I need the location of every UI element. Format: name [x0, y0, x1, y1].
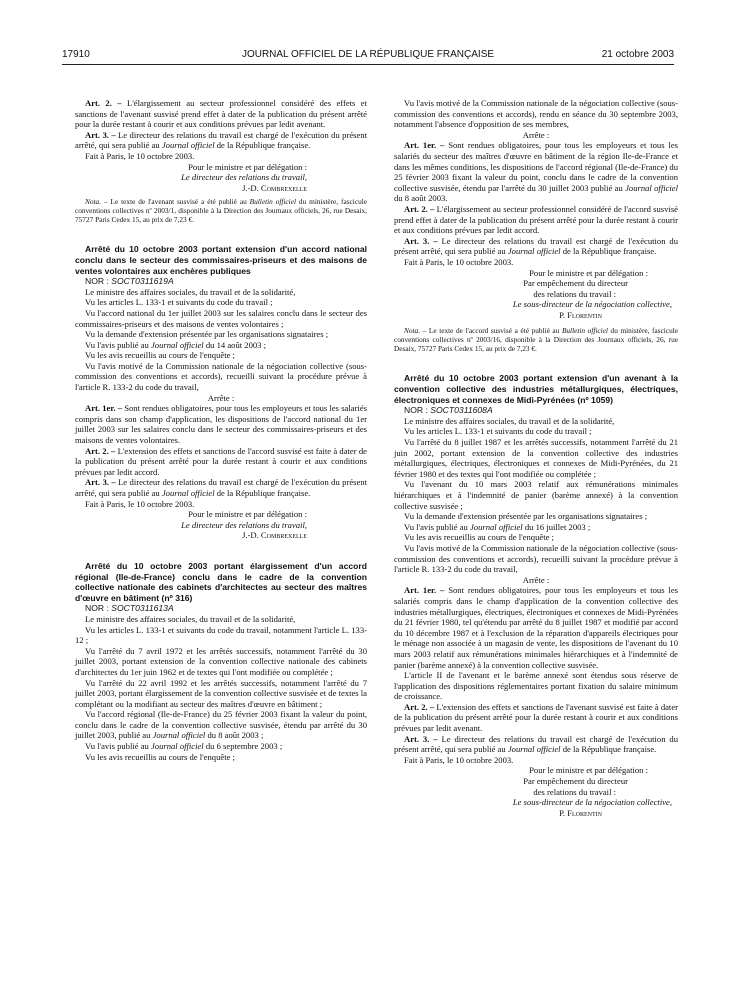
signature-place-date: Fait à Paris, le 10 octobre 2003.	[85, 498, 195, 509]
article-text: Le directeur des relations du travail est chargé de l'exécution du présent arrêté, qui sera publié au	[75, 129, 368, 151]
article-text: Le directeur des relations du travail est chargé de l'exécution du présent arrêté, qui sera publié au	[75, 477, 368, 498]
signature-line: Le directeur des relations du travail,	[181, 519, 307, 530]
page-header	[62, 49, 674, 63]
article-label: Art. 1er. –	[404, 585, 445, 596]
paragraph: L'article II de l'avenant et le barème annexé sont étendus sous réserve de l'application des dispositions réglementaires portant fixation du salaire minimum de croissance.	[394, 670, 678, 702]
signature-line: des relations du travail :	[533, 786, 616, 797]
journal-ref: Journal officiel	[150, 339, 204, 350]
nor-label: NOR :	[404, 405, 431, 416]
paragraph	[394, 204, 678, 236]
article-label: Art. 3. –	[404, 235, 438, 246]
article-text: de la République française.	[560, 744, 657, 755]
text: du 14 août 2003 ;	[203, 339, 267, 350]
paragraph: Le ministre des affaires sociales, du travail et de la solidarité,	[85, 286, 296, 297]
journal-ref: Journal officiel	[507, 744, 561, 755]
journal-ref: Journal officiel	[161, 140, 215, 151]
nota-label: Nota.	[404, 326, 421, 336]
article-label: Art. 2. –	[404, 701, 435, 712]
paragraph: Vu les avis recueillis au cours de l'enquête ;	[85, 350, 235, 361]
signature-line: Le sous-directeur de la négociation collective,	[512, 797, 672, 808]
article-label: Art. 3. –	[404, 733, 438, 744]
arrete-title: Arrêté du 10 octobre 2003 portant extension d'un avenant à la convention collective des industries métallurgiques, électriques, électroniques et connexes de Midi-Pyrénées (nº 1059)	[394, 373, 678, 405]
paragraph	[75, 403, 367, 445]
paragraph	[394, 734, 678, 755]
text: Vu l'avis publié au	[85, 741, 151, 752]
signatory-name: J.-D. Combrexelle	[242, 182, 307, 193]
nota-label: Nota.	[85, 197, 102, 207]
signature-line: des relations du travail :	[533, 288, 616, 299]
arrete-title: Arrêté du 10 octobre 2003 portant élargissement d'un accord régional (Ile-de-France) conclu dans le cadre de la convention collective nationale des cabinets d'architectes au secteur des maîtres d'œuvre en bâtiment (nº 316)	[75, 560, 367, 603]
article-text: L'élargissement au secteur professionnel considéré des effets et sanctions de l'avenant susvisé prend effet à dater de la publication du présent arrêté pour la durée restant à courir et aux conditions prévues par ledit avenant.	[75, 98, 367, 130]
paragraph: Vu la demande d'extension présentée par les organisations signataires ;	[404, 511, 648, 522]
paragraph: Vu les articles L. 133-1 et suivants du code du travail, notamment l'article L. 133-12 ;	[75, 624, 367, 646]
journal-ref: Journal officiel	[150, 741, 204, 752]
article-text: Sont rendues obligatoires, pour tous les employeurs et tous les salariés compris dans le champ d'application de la convention collective des industries métallurgiques, électriques, électroniques et connexes de Midi-Pyrénées du 21 février 1980, tel qu'étendu par arrêté du 8 juillet 1987 et modifié par accord du 10 décembre 1987 et à l'exclusion de la réparation d'appareils électriques pour le ménage non associée à un magasin de vente, les dispositions de l'avenant du 10 mars 2003 relatif aux rémunérations minimales hiérarchiques et à l'indemnité de panier (barème annexé) à la convention collective susvisée.	[394, 585, 678, 670]
paragraph	[75, 741, 367, 752]
signature-line: Par empêchement du directeur	[523, 278, 628, 289]
article-label: Art. 2. –	[404, 203, 435, 214]
paragraph	[75, 709, 367, 741]
paragraph	[394, 140, 678, 204]
right-column	[394, 98, 678, 818]
article-label: Art. 3. –	[85, 477, 116, 488]
paragraph: Vu l'avenant du 10 mars 2003 relatif aux rémunérations minimales hiérarchiques et à l'indemnité de panier (barème annexé) à la convention collective susvisée ;	[394, 479, 678, 511]
paragraph: Vu l'avis motivé de la Commission nationale de la négociation collective (sous-commission des conventions et accords), recueilli suivant la procédure prévue à l'article R. 133-2 du code du travail,	[394, 542, 678, 575]
paragraph: Vu les avis recueillis au cours de l'enquête ;	[404, 532, 554, 543]
signature-line: Le directeur des relations du travail,	[181, 172, 307, 183]
signature-line: Pour le ministre et par délégation :	[529, 765, 648, 776]
article-text: Sont rendues obligatoires, pour tous les employeurs et tous les salariés compris dans son champ d'application, les dispositions de l'accord national du 1er juillet 2003 sur les salaires conclu dans le secteur des commissaires-priseurs et des maisons de ventes volontaires.	[75, 403, 367, 446]
paragraph	[75, 340, 367, 351]
bulletin-ref: Bulletin officiel	[249, 197, 296, 207]
paragraph: Vu l'arrêté du 8 juillet 1987 et les arrêtés successifs, notamment l'arrêté du 21 juin 2002, portant extension de la convention collective des industries métallurgiques, électriques, électroniques et connexes de Midi-Pyrénées, du 21 février 1980 et des textes qui l'ont modifiée ou complétée ;	[394, 437, 678, 479]
signature-line: Par empêchement du directeur	[523, 776, 628, 787]
arrete-heading: Arrête :	[522, 574, 550, 585]
nor-reference	[75, 276, 367, 287]
article-label: Art. 1er. –	[85, 403, 123, 414]
nota-text: – Le texte de l'avenant susvisé a été publié au	[101, 197, 250, 207]
left-column	[75, 98, 367, 762]
paragraph: Vu l'avis motivé de la Commission nationale de la négociation collective (sous-commission des conventions et accords), recueilli suivant la procédure prévue à l'article R. 133-2 du code du travail,	[75, 360, 367, 393]
signatory-name: P. Florentin	[559, 807, 602, 818]
paragraph: Vu l'accord national du 1er juillet 2003 sur les salaires conclu dans le secteur des commissaires-priseurs et des maisons de ventes volontaires ;	[75, 307, 367, 329]
signatory-name: J.-D. Combrexelle	[242, 530, 307, 541]
journal-ref: Journal officiel	[161, 488, 215, 498]
article-text: de la République française.	[214, 140, 311, 151]
paragraph: Vu l'arrêté du 7 avril 1972 et les arrêtés successifs, notamment l'arrêté du 30 juillet 2003, portant extension de la convention collective nationale des cabinets d'architectes du 1er juin 1962 et de textes qui l'ont modifiée ou complétée ;	[75, 645, 367, 677]
signature-line: Pour le ministre et par délégation :	[188, 161, 307, 172]
nor-code: SOCT0311608A	[430, 405, 493, 416]
paragraph	[75, 446, 367, 478]
text: Vu l'accord régional (Ile-de-France) du 25 février 2003 fixant la valeur du point, conclu dans le cadre de la convention collective susvisée, étendu par arrêté du 30 juillet 2003, publié au	[75, 709, 367, 741]
nota	[75, 197, 367, 224]
signatory-name: P. Florentin	[559, 309, 602, 320]
article-text: de la République française.	[560, 246, 657, 257]
signature-place-date: Fait à Paris, le 10 octobre 2003.	[404, 256, 514, 267]
paragraph: Le ministre des affaires sociales, du travail et de la solidarité,	[85, 613, 296, 624]
signature-line: Pour le ministre et par délégation :	[529, 267, 648, 278]
paragraph: Vu les articles L. 133-1 et suivants du code du travail ;	[85, 297, 273, 308]
arrete-heading: Arrête :	[522, 129, 550, 140]
paragraph	[75, 477, 367, 498]
bulletin-ref: Bulletin officiel	[561, 326, 608, 336]
article-text: Sont rendues obligatoires, pour tous les employeurs et tous les salariés du secteur des maîtres d'œuvre en bâtiment de la région Ile-de-France et dans les mêmes conditions, les dispositions de l'accord régional (Ile-de-France) du 25 février 2003 fixant la valeur du point, conclu dans le cadre de la convention collective susvisée, étendu par l'arrêté du 30 juillet 2003 publié au	[394, 140, 678, 193]
nota-text: du ministère, fascicule conventions collectives nº 2003/1, disponible à la Direction des Journaux officiels, 26, rue Desaix, 75727 Paris Cedex 15, au prix de 7,23 €.	[75, 197, 367, 225]
paragraph: Vu les articles L. 133-1 et suivants du code du travail ;	[404, 426, 592, 437]
paragraph: Vu l'avis motivé de la Commission nationale de la négociation collective (sous-commission des conventions et accords), rendu en séance du 30 septembre 2003, notamment l'absence d'opposition de ses membres,	[394, 98, 678, 130]
signature-place-date: Fait à Paris, le 10 octobre 2003.	[404, 754, 514, 765]
article-label: Art. 2. –	[85, 445, 116, 456]
paragraph	[394, 236, 678, 257]
paragraph: Vu les avis recueillis au cours de l'enquête ;	[85, 751, 235, 762]
nor-reference	[394, 405, 678, 416]
arrete-heading: Arrête :	[207, 392, 235, 403]
journal-ref: Journal officiel	[625, 182, 678, 193]
paragraph	[394, 522, 678, 533]
journal-ref: Journal officiel	[152, 730, 206, 741]
nor-reference	[75, 603, 367, 614]
paragraph: Le ministre des affaires sociales, du travail et de la solidarité,	[404, 415, 615, 426]
nota	[394, 326, 678, 353]
text: Vu l'avis publié au	[85, 339, 151, 350]
signature-line: Pour le ministre et par délégation :	[188, 509, 307, 520]
article-text: L'extension des effets et sanctions de l'avenant susvisé est faite à dater de la publication du présent arrêté pour la durée restant à courir et aux conditions prévues par ledit avenant.	[394, 701, 678, 734]
paragraph	[75, 98, 367, 130]
nor-code: SOCT0311619A	[111, 276, 174, 287]
article-label: Art. 3. –	[85, 129, 116, 140]
text: Vu l'avis publié au	[404, 521, 470, 532]
journal-ref: Journal officiel	[469, 521, 523, 532]
text: du 16 juillet 2003 ;	[522, 521, 591, 532]
article-label: Art. 2. –	[85, 98, 122, 108]
article-label: Art. 1er. –	[404, 140, 445, 151]
journal-ref: Journal officiel	[507, 246, 561, 257]
page-number: 17910	[62, 49, 90, 60]
journal-title: JOURNAL OFFICIEL DE LA RÉPUBLIQUE FRANÇAISE	[241, 49, 495, 60]
paragraph	[394, 702, 678, 734]
text: du 8 août 2003 ;	[205, 730, 264, 741]
nor-label: NOR :	[85, 603, 112, 614]
issue-date: 21 octobre 2003	[601, 49, 674, 60]
paragraph	[394, 585, 678, 670]
article-text: du 8 août 2003.	[394, 193, 448, 204]
article-text: Le directeur des relations du travail est chargé de l'exécution du présent arrêté, qui sera publié au	[394, 733, 678, 755]
text: du 6 septembre 2003 ;	[203, 741, 283, 752]
nor-label: NOR :	[85, 276, 112, 287]
nota-text: du ministère, fascicule conventions collectives nº 2003/16, disponible à la Direction des Journaux officiels, 26, rue Desaix, 75727 Paris Cedex 15, au prix de 7,23 €.	[394, 326, 678, 354]
arrete-title: Arrêté du 10 octobre 2003 portant extension d'un accord national conclu dans le secteur des commissaires-priseurs et des maisons de ventes volontaires aux enchères publiques	[75, 244, 367, 276]
article-text: Le directeur des relations du travail est chargé de l'exécution du présent arrêté, qui sera publié au	[394, 235, 678, 257]
signature-place-date: Fait à Paris, le 10 octobre 2003.	[85, 150, 195, 161]
article-text: L'élargissement au secteur professionnel considéré de l'accord susvisé prend effet à dater de la publication du présent arrêté pour la durée restant à courir et aux conditions prévues par ledit accord.	[394, 203, 678, 236]
signature-line: Le sous-directeur de la négociation collective,	[512, 299, 672, 310]
paragraph: Vu l'arrêté du 22 avril 1992 et les arrêtés successifs, notamment l'arrêté du 7 juillet 2003, portant élargissement de la convention collective susvisée et de textes la complétant ou la modifiant au secteur des maîtres d'œuvre en bâtiment ;	[75, 677, 367, 709]
header-rule	[62, 64, 674, 65]
article-text: L'extension des effets et sanctions de l'accord susvisé est faite à dater de la publication du présent arrêté pour la durée restant à courir et aux conditions prévues par ledit accord.	[75, 445, 367, 477]
paragraph	[75, 130, 367, 151]
paragraph: Vu la demande d'extension présentée par les organisations signataires ;	[85, 329, 329, 340]
article-text: de la République française.	[214, 488, 311, 498]
nota-text: – Le texte de l'accord susvisé a été publié au	[420, 326, 562, 336]
nor-code: SOCT0311613A	[111, 603, 174, 614]
